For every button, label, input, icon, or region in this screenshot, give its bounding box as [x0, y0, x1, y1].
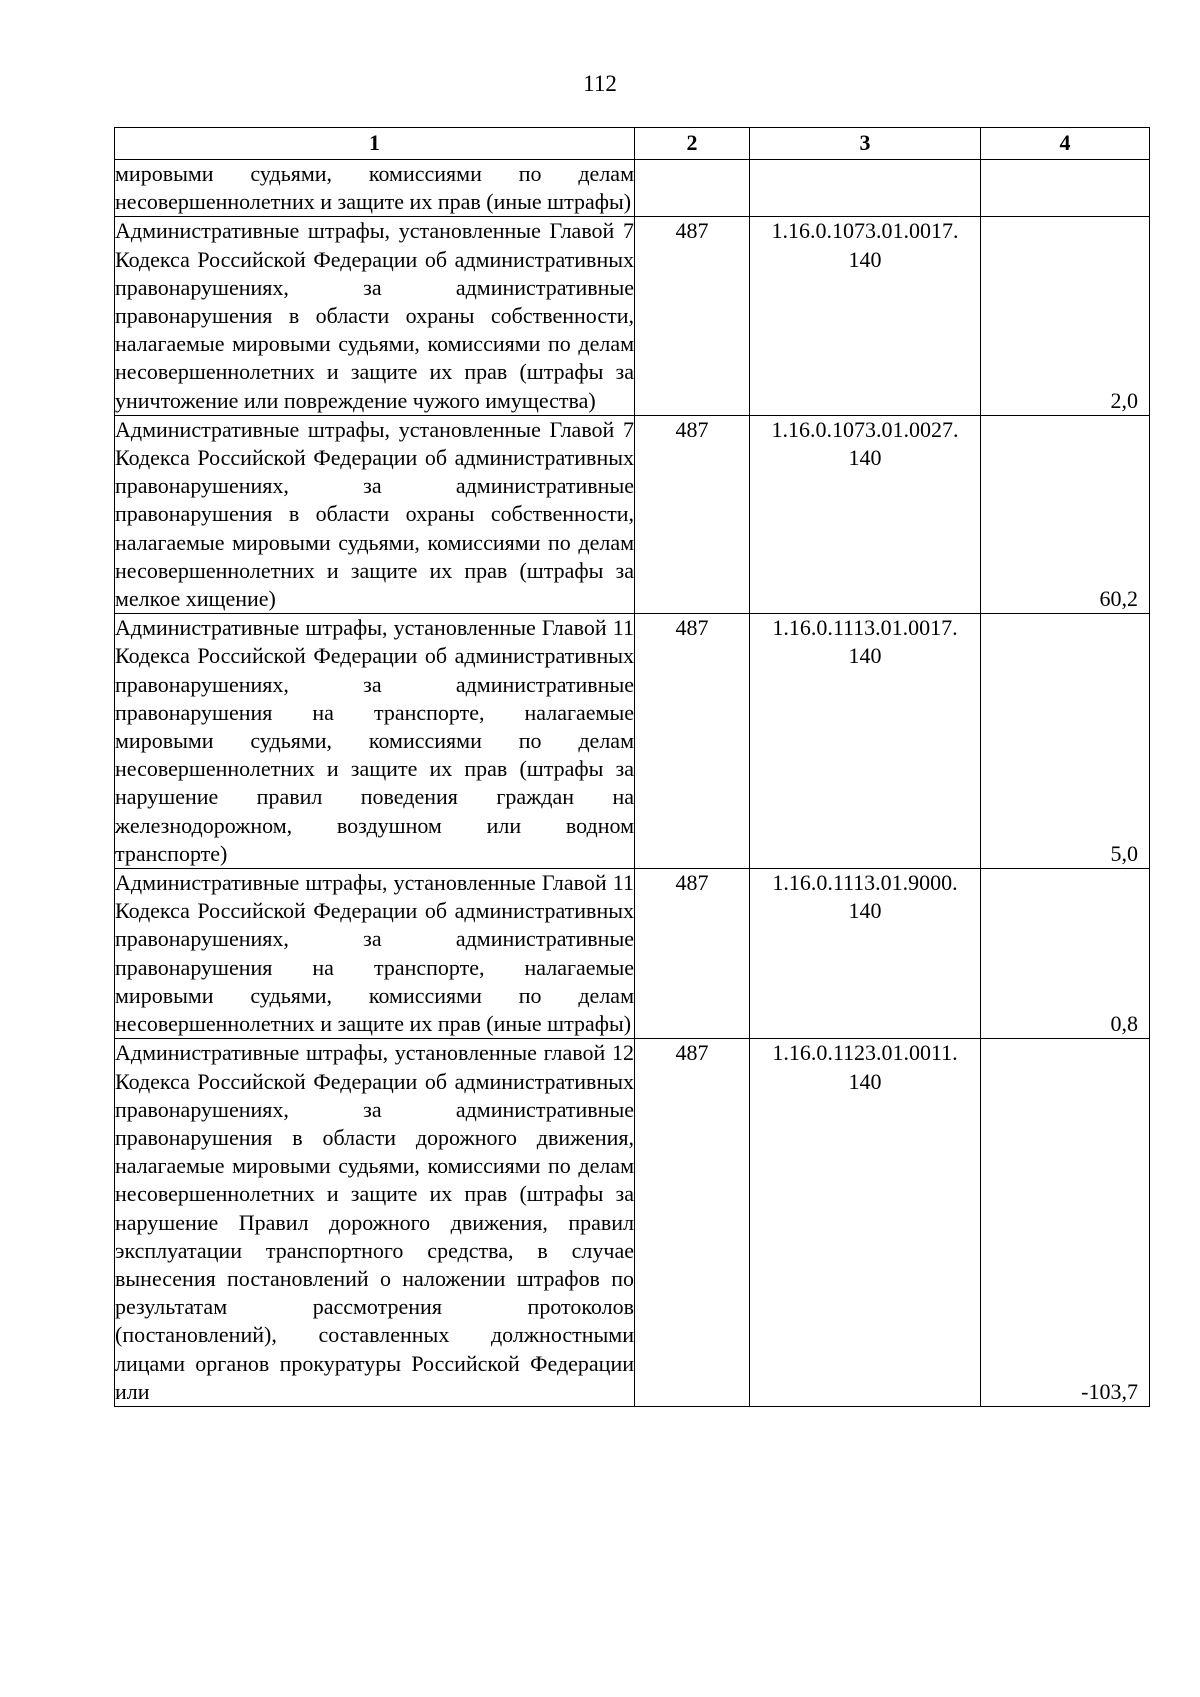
- row-amount: 60,2: [981, 415, 1150, 613]
- row-admin-code: 487: [635, 614, 750, 869]
- budget-code-part2: 140: [848, 898, 882, 924]
- table-row: [115, 1039, 1150, 1407]
- column-header-1: 1: [115, 128, 635, 160]
- row-budget-code: [750, 614, 981, 869]
- budget-code-part1: 1.16.0.1113.01.9000.: [772, 870, 958, 896]
- row-description: мировыми судьями, комиссиями по делам несовершеннолетних и защите их прав (иные штрафы): [115, 160, 635, 217]
- row-budget-code: [750, 1039, 981, 1407]
- column-header-4: 4: [981, 128, 1150, 160]
- table-row: [115, 415, 1150, 613]
- row-amount: 5,0: [981, 614, 1150, 869]
- table-row: [115, 614, 1150, 869]
- row-admin-code: 487: [635, 217, 750, 415]
- row-description: Административные штрафы, установленные главой 12 Кодекса Российской Федерации об административных правонарушениях, за административные правонарушения в области дорожного движения, налагаемые мировыми судьями, комиссиями по делам несовершеннолетних и защите их прав (штрафы за нарушение Правил дорожного движения, правил эксплуатации транспортного средства, в случае вынесения постановлений о наложении штрафов по результатам рассмотрения протоколов (постановлений), составленных должностными лицами органов прокуратуры Российской Федерации или: [115, 1039, 635, 1407]
- row-admin-code: 487: [635, 1039, 750, 1407]
- row-admin-code: 487: [635, 415, 750, 613]
- row-budget-code: [750, 160, 981, 217]
- budget-code-part1: 1.16.0.1073.01.0017.: [771, 218, 959, 244]
- column-header-3: 3: [750, 128, 981, 160]
- table-header-row: [115, 128, 1150, 160]
- row-budget-code: [750, 415, 981, 613]
- row-amount: [981, 160, 1150, 217]
- budget-code-part1: 1.16.0.1073.01.0027.: [771, 416, 959, 442]
- budget-table: [114, 127, 1150, 1407]
- row-budget-code: [750, 217, 981, 415]
- page-number: 112: [583, 71, 617, 96]
- row-amount: 2,0: [981, 217, 1150, 415]
- row-budget-code: [750, 869, 981, 1039]
- budget-code-part2: 140: [848, 643, 882, 669]
- column-header-2: 2: [635, 128, 750, 160]
- row-amount: -103,7: [981, 1039, 1150, 1407]
- row-description: Административные штрафы, установленные Главой 11 Кодекса Российской Федерации об административных правонарушениях, за административные правонарушения на транспорте, налагаемые мировыми судьями, комиссиями по делам несовершеннолетних и защите их прав (иные штрафы): [115, 869, 635, 1039]
- row-description: Административные штрафы, установленные Главой 11 Кодекса Российской Федерации об административных правонарушениях, за административные правонарушения на транспорте, налагаемые мировыми судьями, комиссиями по делам несовершеннолетних и защите их прав (штрафы за нарушение правил поведения граждан на железнодорожном, воздушном или водном транспорте): [115, 614, 635, 869]
- row-admin-code: 487: [635, 869, 750, 1039]
- table-row: [115, 869, 1150, 1039]
- budget-code-part2: 140: [848, 1068, 882, 1094]
- budget-code-part2: 140: [848, 445, 882, 471]
- row-description: Административные штрафы, установленные Главой 7 Кодекса Российской Федерации об административных правонарушениях, за административные правонарушения в области охраны собственности, налагаемые мировыми судьями, комиссиями по делам несовершеннолетних и защите их прав (штрафы за уничтожение или повреждение чужого имущества): [115, 217, 635, 415]
- row-admin-code: [635, 160, 750, 217]
- row-description: Административные штрафы, установленные Главой 7 Кодекса Российской Федерации об административных правонарушениях, за административные правонарушения в области охраны собственности, налагаемые мировыми судьями, комиссиями по делам несовершеннолетних и защите их прав (штрафы за мелкое хищение): [115, 415, 635, 613]
- row-amount: 0,8: [981, 869, 1150, 1039]
- table-row: [115, 217, 1150, 415]
- table-row: [115, 160, 1150, 217]
- budget-code-part2: 140: [848, 246, 882, 272]
- budget-code-part1: 1.16.0.1113.01.0017.: [772, 615, 958, 641]
- budget-code-part1: 1.16.0.1123.01.0011.: [772, 1040, 958, 1066]
